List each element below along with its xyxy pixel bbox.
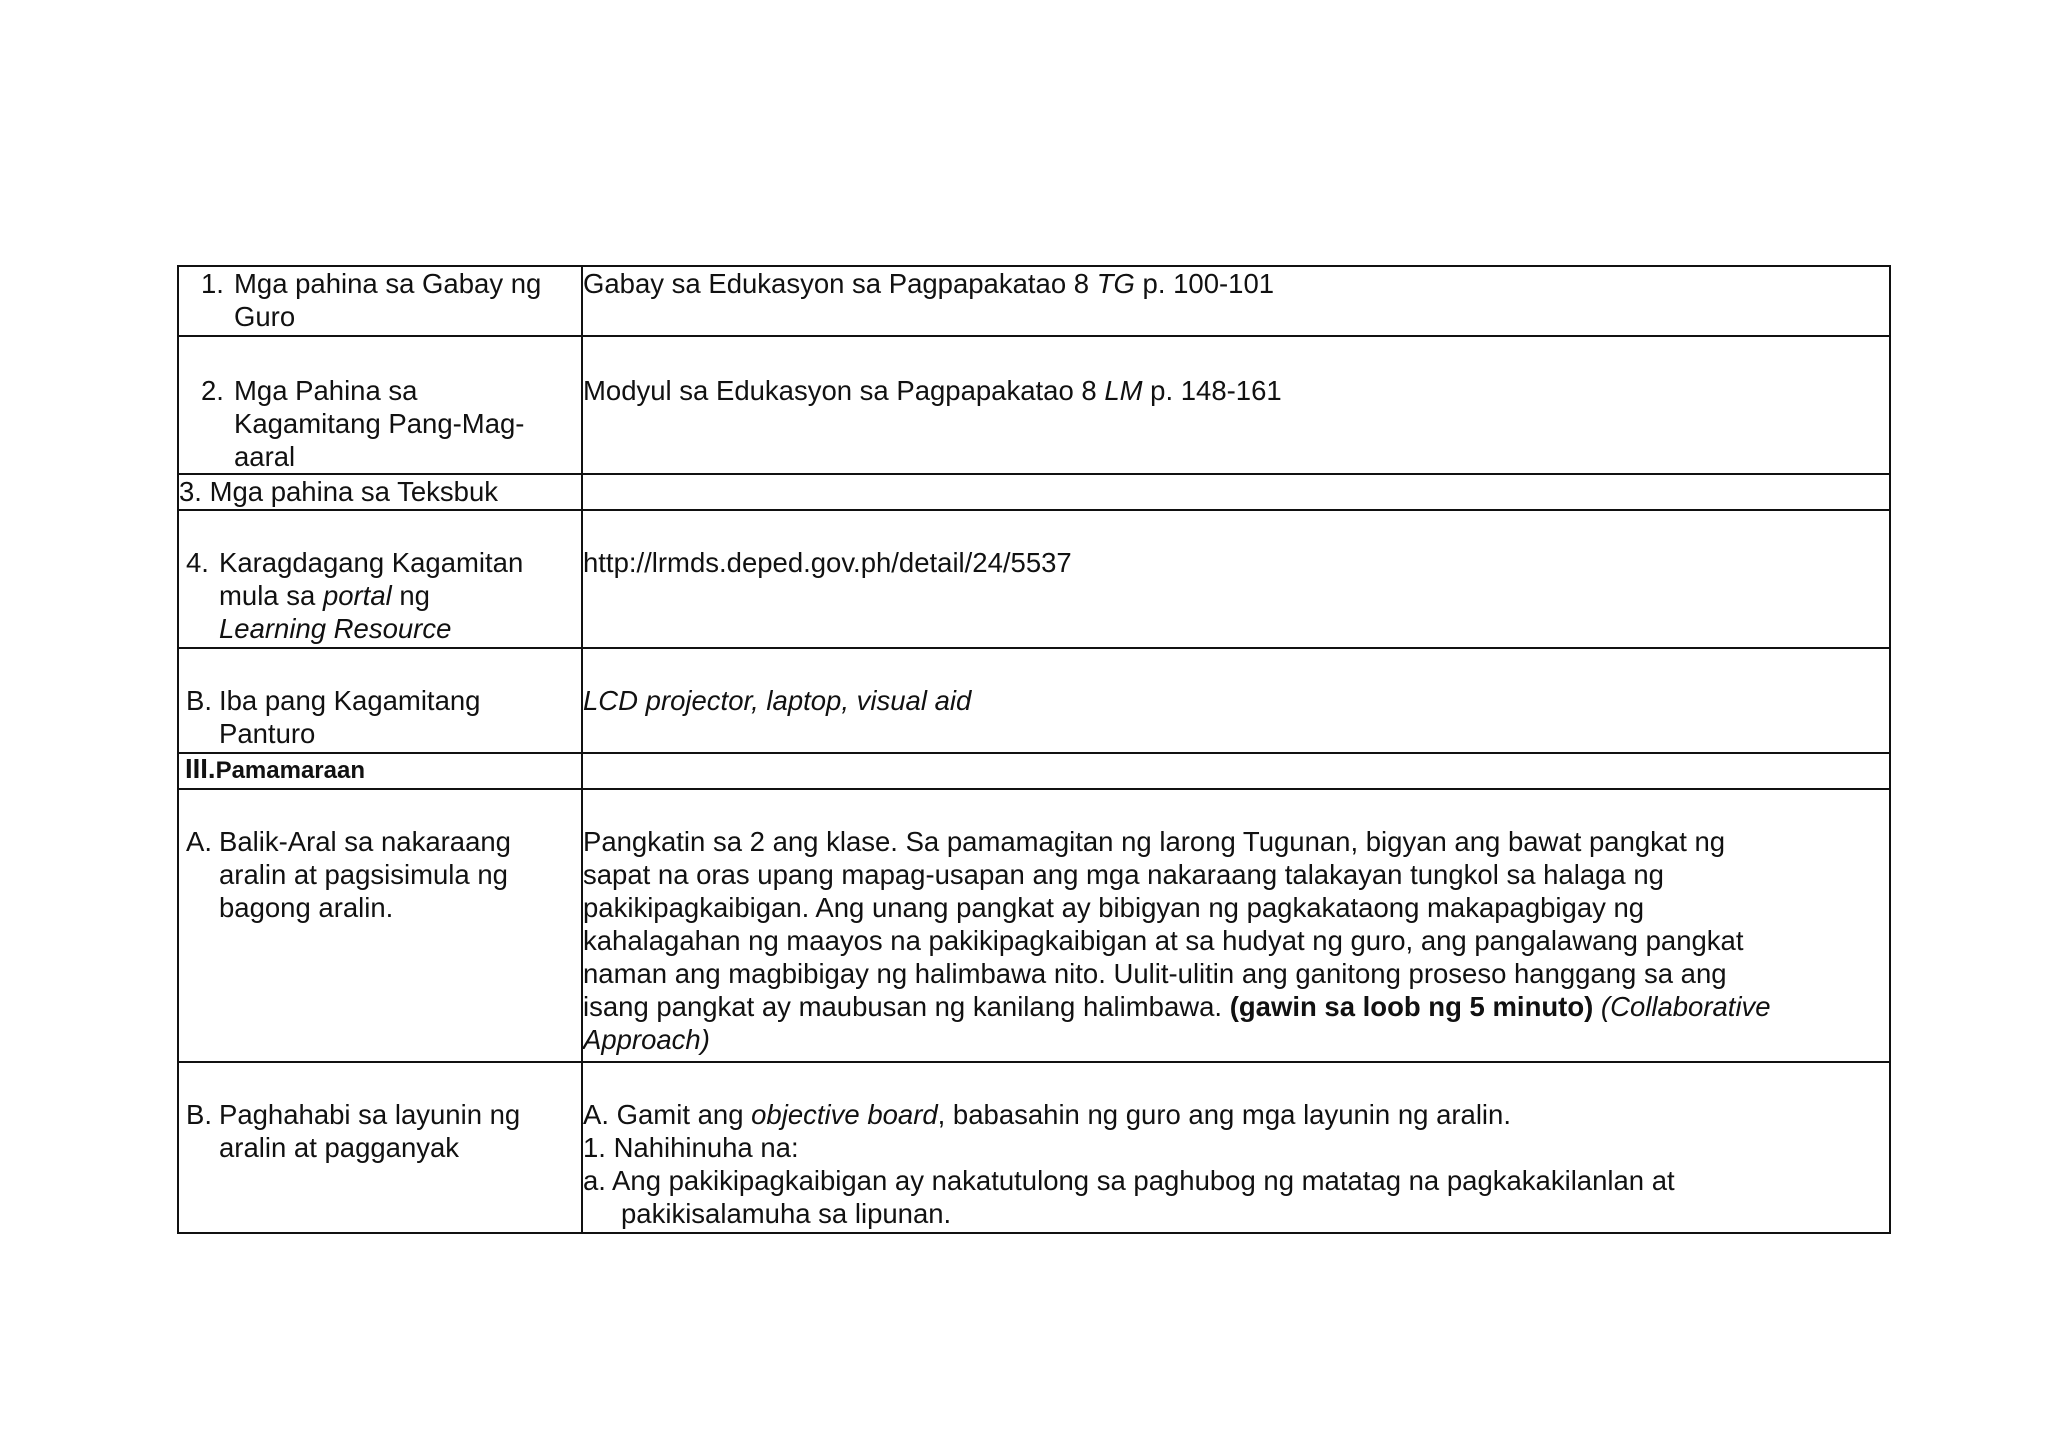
table-row — [178, 1062, 1890, 1233]
item-number: B. — [186, 685, 212, 716]
row-value-cell — [582, 1062, 1890, 1233]
row-value: Gabay sa Edukasyon sa Pagpapakatao 8 TG p. 100-101 — [583, 268, 1275, 299]
row-label-cell — [178, 266, 582, 336]
table-row — [178, 648, 1890, 753]
lesson-plan-table — [177, 265, 1891, 1234]
item-number: A. — [186, 826, 212, 857]
row-value-cell — [582, 789, 1890, 1062]
item-number: B. — [186, 1099, 212, 1130]
row-value: Modyul sa Edukasyon sa Pagpapakatao 8 LM p. 148-161 — [583, 375, 1282, 406]
row-label: 4. Karagdagang Kagamitan mula sa portal ng Learning Resource — [186, 547, 524, 644]
row-label-cell — [178, 474, 582, 510]
row-label: 2. Mga Pahina sa Kagamitang Pang-Mag- aaral — [201, 375, 525, 472]
item-number: 3. — [179, 476, 202, 507]
item-number: 1. — [201, 268, 224, 299]
table-row — [178, 336, 1890, 474]
row-value-cell — [582, 266, 1890, 336]
section-number: III. — [185, 753, 216, 784]
item-number: 4. — [186, 547, 209, 578]
row-label-cell — [178, 1062, 582, 1233]
row-label-cell — [178, 336, 582, 474]
table-row — [178, 474, 1890, 510]
activity-description: Pangkatin sa 2 ang klase. Sa pamamagitan ng larong Tugunan, bigyan ang bawat pangkat ng sapat na oras upang mapag-usapan ang mga nakaraang talakayan tungkol sa halaga ng pakikipagkaibigan. Ang unang pangkat ay bibigyan ng pagkakataong makapagbigay ng kahalagahan ng maayos na pakikipagkaibigan at sa hudyat ng guro, ang pangalawang pangkat naman ang magbibigay ng halimbawa nito. Uulit-ulitin ang ganitong proseso hanggang sa ang isang pangkat ay maubusan ng kanilang halimbawa. (gawin sa loob ng 5 minuto) (Collaborative Approach) — [583, 826, 1771, 1055]
table-row — [178, 266, 1890, 336]
row-value-cell — [582, 336, 1890, 474]
item-number: 2. — [201, 375, 224, 406]
row-label-cell — [178, 648, 582, 753]
row-label-cell — [178, 510, 582, 648]
row-label: B. Iba pang Kagamitang Panturo — [186, 685, 481, 749]
row-label: A. Balik-Aral sa nakaraang aralin at pagsisimula ng bagong aralin. — [186, 826, 511, 923]
row-value-cell — [582, 648, 1890, 753]
row-label: 3. Mga pahina sa Teksbuk — [179, 476, 499, 507]
row-value-cell — [582, 510, 1890, 648]
table-row — [178, 789, 1890, 1062]
resource-url-link[interactable]: http://lrmds.deped.gov.ph/detail/24/5537 — [583, 547, 1072, 578]
row-label: 1. Mga pahina sa Gabay ng Guro — [201, 268, 542, 332]
table-row — [178, 753, 1890, 789]
objectives-description: A. Gamit ang objective board, babasahin ng guro ang mga layunin ng aralin. 1. Nahihinuha na: a. Ang pakikipagkaibigan ay nakatutulong sa paghubog ng matatag na pagkakakilanlan at pakikisalamuha sa lipunan. — [583, 1099, 1675, 1229]
row-value: LCD projector, laptop, visual aid — [583, 685, 972, 716]
row-label: B. Paghahabi sa layunin ng aralin at pagganyak — [186, 1099, 521, 1163]
row-label-cell — [178, 789, 582, 1062]
table-row — [178, 510, 1890, 648]
row-label-cell — [178, 753, 582, 789]
section-heading: III.Pamamaraan — [185, 753, 365, 784]
row-value-cell — [582, 753, 1890, 789]
row-value-cell — [582, 474, 1890, 510]
